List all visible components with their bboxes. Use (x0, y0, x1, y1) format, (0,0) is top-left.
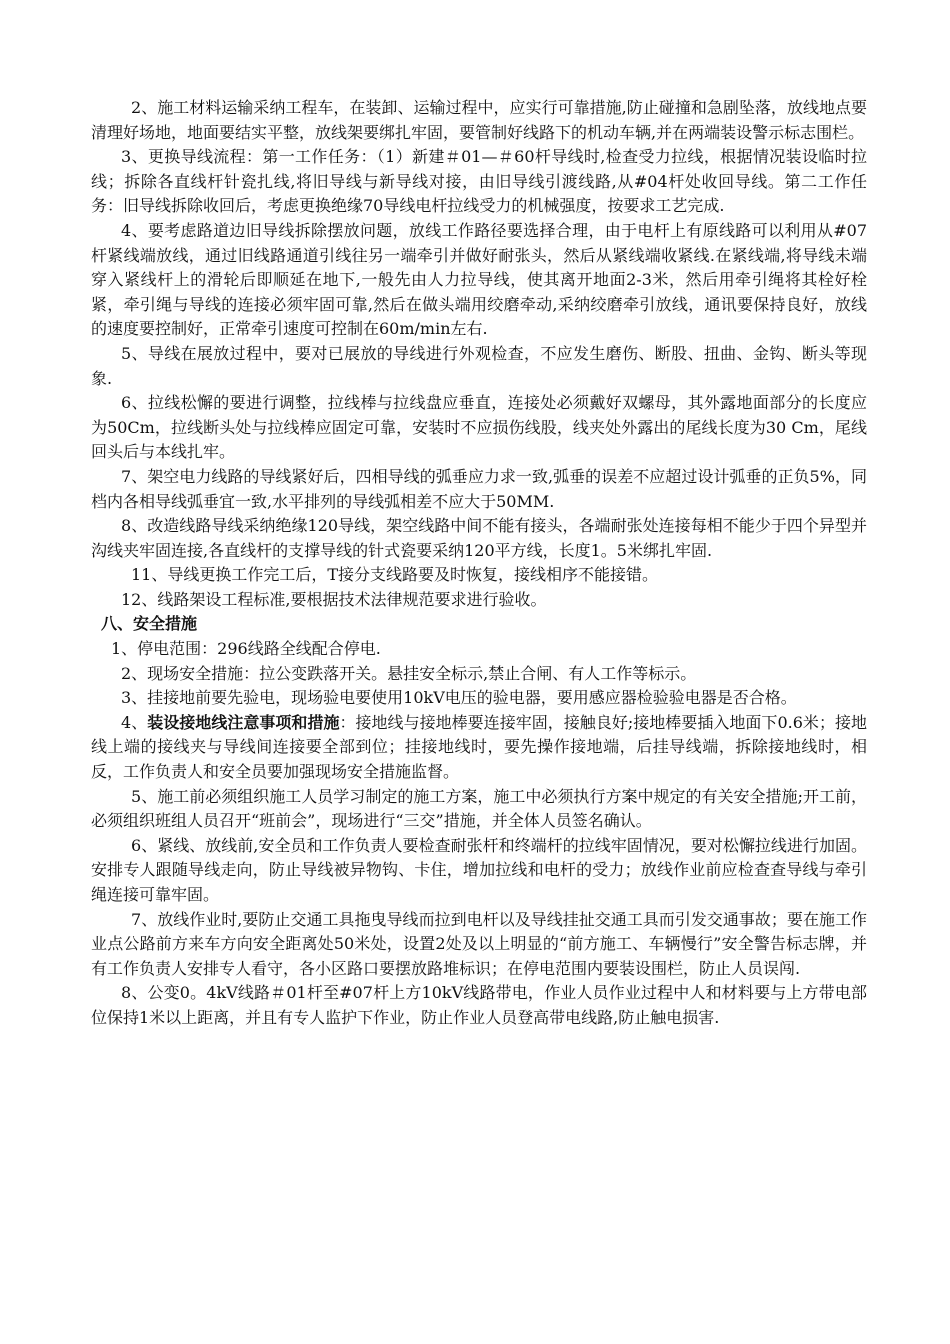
paragraph-2: 2、施工材料运输采纳工程车，在装卸、运输过程中，应实行可靠措施,防止碰撞和急剧坠落，放线地点要清理好场地，地面要结实平整，放线架要绑扎牢固，要管制好线路下的机动车辆,并在两端装设警示标志围栏。 (91, 98, 867, 142)
paragraph-8: 8、改造线路导线采纳绝缘120导线，架空线路中间不能有接头，各端耐张处连接每相不能少于四个异型并沟线夹牢固连接,各直线杆的支撑导线的针式瓷要采纳120平方线，长度1。5米绑扎牢固. (91, 516, 867, 560)
safety-item-8: 8、公变0。4kV线路＃01杆至#07杆上方10kV线路带电，作业人员作业过程中人和材料要与上方带电部位保持1米以上距离，并且有专人监护下作业，防止作业人员登高带电线路,防止触电损害. (91, 983, 867, 1027)
safety-item-7: 7、放线作业时,要防止交通工具拖曳导线而拉到电杆以及导线挂扯交通工具而引发交通事故；要在施工作业点公路前方来车方向安全距离处50米处，设置2处及以上明显的“前方施工、车辆慢行”安全警告标志牌，并有工作负责人安排专人看守，各小区路口要摆放路堆标识；在停电范围内要装设围栏，防止人员误闯. (91, 909, 867, 978)
paragraph-11: 11、导线更换工作完工后，T接分支线路要及时恢复，接线相序不能接错。 (131, 565, 659, 585)
paragraph-6: 6、拉线松懈的要进行调整，拉线棒与拉线盘应垂直，连接处必须戴好双螺母，其外露地面部分的长度应为50Cm，拉线断头处与拉线棒应固定可靠，安装时不应损伤线股，线夹处外露出的尾线长度为30 Cm，尾线回头后与本线扎牢。 (91, 393, 867, 462)
safety-item-4 (91, 711, 867, 785)
safety-item-4-rest: ：接地线与接地棒要连接牢固，接触良好;接地棒要插入地面下0.6米；接地线上端的接线夹与导线间连接要全部到位；挂接地线时，要先操作接地端，后挂导线端，拆除接地线时，相反，工作负责人和安全员要加强现场安全措施监督。 (91, 712, 867, 782)
paragraph-4: 4、要考虑路道边旧导线拆除摆放问题，放线工作路径要选择合理，由于电杆上有原线路可以利用从#07杆紧线端放线，通过旧线路通道引线往另一端牵引并做好耐张头，然后从紧线端收紧线.在紧线端,将导线未端穿入紧线杆上的滑轮后即顺延在地下,一般先由人力拉导线，使其离开地面2-3米，然后用牵引绳将其栓好栓紧，牵引绳与导线的连接必须牢固可靠,然后在做头端用绞磨牵动,采纳绞磨牵引放线，通讯要保持良好，放线的速度要控制好，正常牵引速度可控制在60m/min左右. (91, 220, 867, 339)
safety-item-4-bold: 装设接地线注意事项和措施 (147, 712, 340, 732)
safety-item-1: 1、停电范围：296线路全线配合停电. (111, 639, 381, 659)
paragraph-3: 3、更换导线流程：第一工作任务：（1）新建＃01—＃60杆导线时,检查受力拉线，根据情况装设临时拉线；拆除各直线杆针瓷扎线,将旧导线与新导线对接，由旧导线引渡线路,从#04杆处收回导线。第二工作任务：旧导线拆除收回后，考虑更换绝缘70导线电杆拉线受力的机械强度，按要求工艺完成. (91, 147, 867, 216)
paragraph-5: 5、导线在展放过程中，要对已展放的导线进行外观检查，不应发生磨伤、断股、扭曲、金钩、断头等现象. (91, 343, 867, 388)
paragraph-12: 12、线路架设工程标准,要根据技术法律规范要求进行验收。 (121, 589, 547, 609)
document-page (91, 96, 867, 1031)
safety-item-4-prefix: 4、 (121, 712, 148, 732)
safety-item-6: 6、紧线、放线前,安全员和工作负责人要检查耐张杆和终端杆的拉线牢固情况，要对松懈拉线进行加固。安排专人跟随导线走向，防止导线被异物钩、卡住，增加拉线和电杆的受力；放线作业前应检查查导线与牵引绳连接可靠牢固。 (91, 835, 867, 904)
safety-item-3: 3、挂接地前要先验电，现场验电要使用10kV电压的验电器，要用感应器检验验电器是否合格。 (121, 688, 797, 708)
safety-item-5: 5、施工前必须组织施工人员学习制定的施工方案，施工中必须执行方案中规定的有关安全措施;开工前，必须组织班组人员召开“班前会”，现场进行“三交”措施，并全体人员签名确认。 (91, 786, 867, 831)
safety-item-2: 2、现场安全措施：拉公变跌落开关。悬挂安全标示,禁止合闸、有人工作等标示。 (121, 663, 697, 683)
section-heading-safety: 八、安全措施 (101, 614, 198, 634)
paragraph-7: 7、架空电力线路的导线紧好后，四相导线的弧垂应力求一致,弧垂的误差不应超过设计弧垂的正负5%，同档内各相导线弧垂宜一致,水平排列的导线弧相差不应大于50MM. (91, 466, 867, 511)
